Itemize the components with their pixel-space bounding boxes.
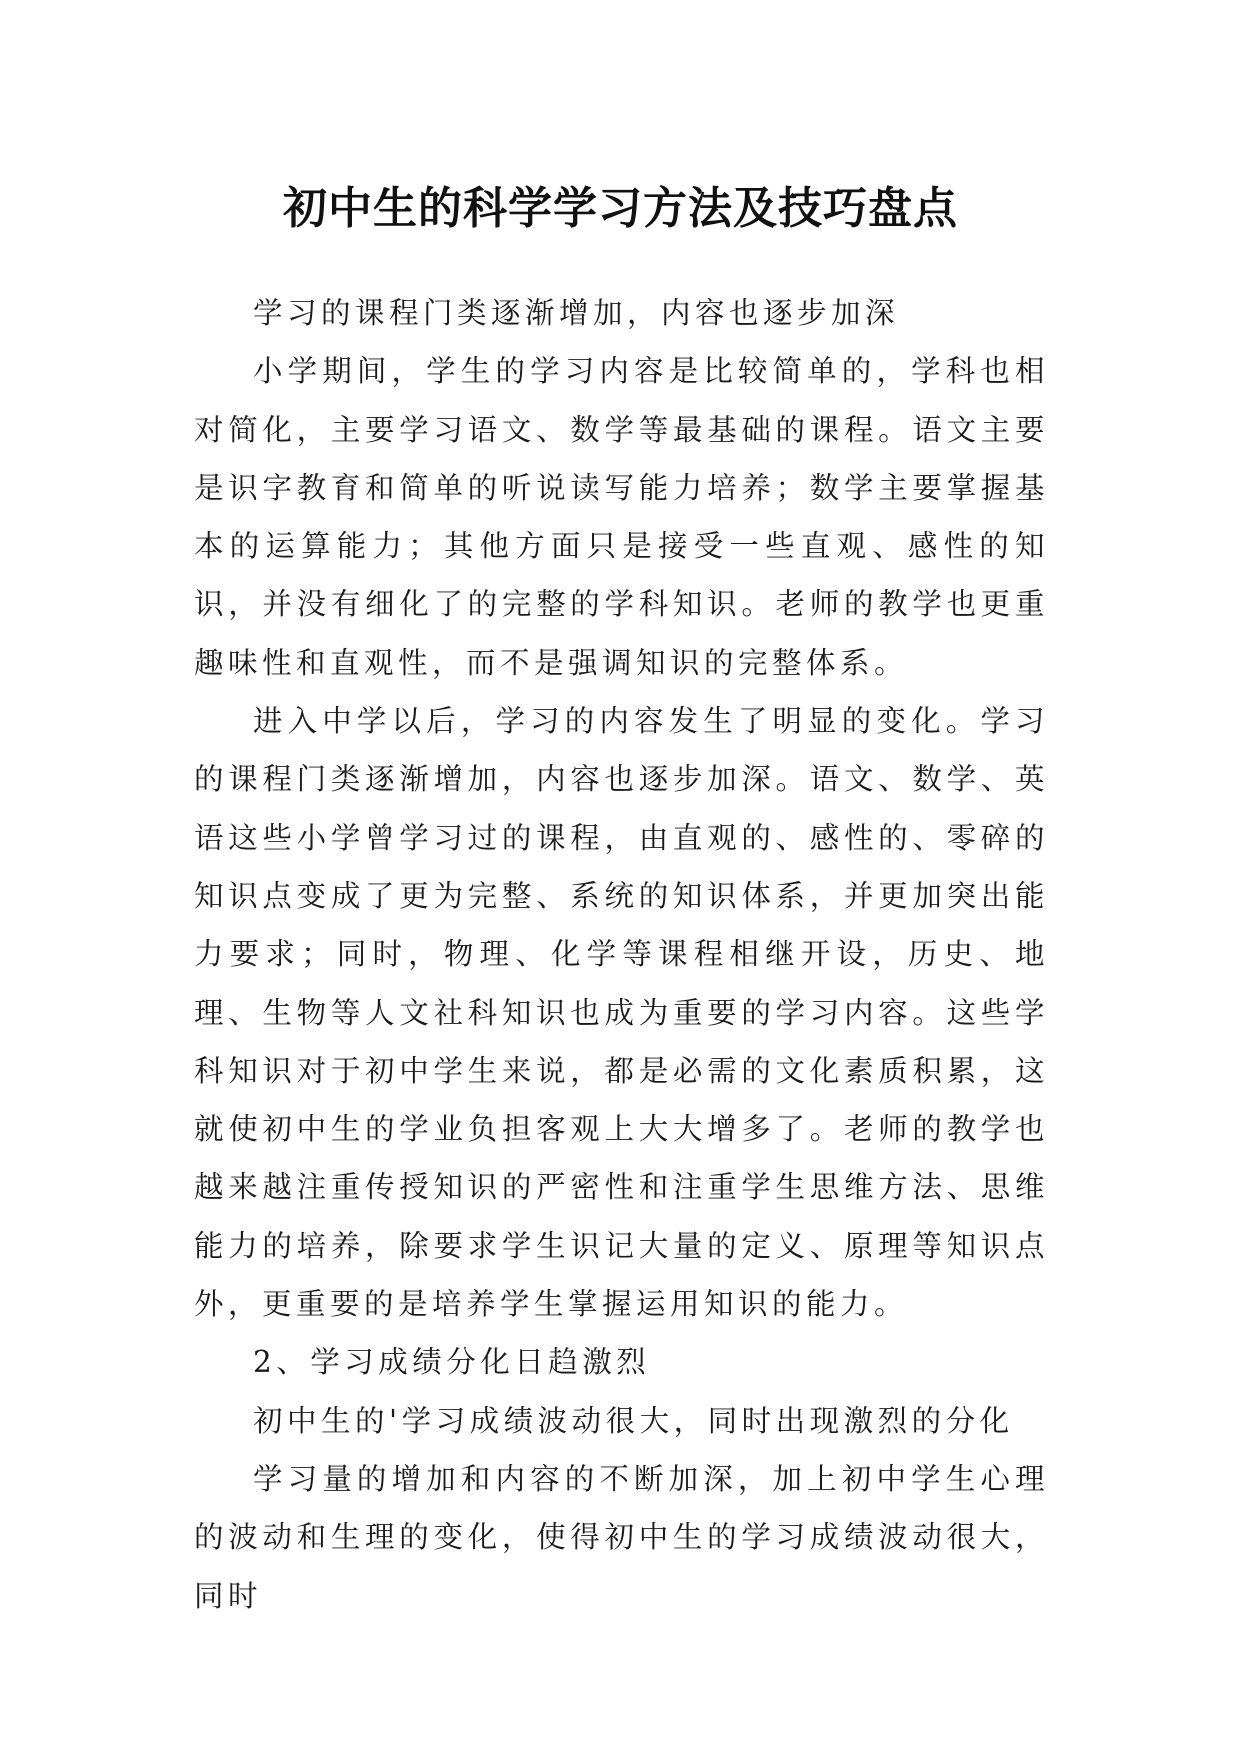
paragraph: 进入中学以后，学习的内容发生了明显的变化。学习的课程门类逐渐增加，内容也逐步加深。语文、数学、英语这些小学曾学习过的课程，由直观的、感性的、零碎的知识点变成了更为完整、系统的知识体系，并更加突出能力要求；同时，物理、化学等课程相继开设，历史、地理、生物等人文社科知识也成为重要的学习内容。这些学科知识对于初中学生来说，都是必需的文化素质积累，这就使初中生的学业负担客观上大大增多了。老师的教学也越来越注重传授知识的严密性和注重学生思维方法、思维能力的培养，除要求学生识记大量的定义、原理等知识点外，更重要的是培养学生掌握运用知识的能力。 (194, 704, 1049, 1322)
paragraph: 初中生的'学习成绩波动很大，同时出现激烈的分化 (253, 1403, 1014, 1438)
page-title: 初中生的科学学习方法及技巧盘点 (283, 183, 958, 235)
paragraph: 学习的课程门类逐渐增加，内容也逐步加深 (253, 296, 900, 330)
document-body (194, 284, 1049, 1625)
paragraph: 小学期间，学生的学习内容是比较简单的，学科也相对简化，主要学习语文、数学等最基础的课程。语文主要是识字教育和简单的听说读写能力培养；数学主要掌握基本的运算能力；其他方面只是接受一些直观、感性的知识，并没有细化了的完整的学科知识。老师的教学也更重趣味性和直观性，而不是强调知识的完整体系。 (194, 354, 1049, 680)
section-heading: 2、学习成绩分化日趋激烈 (253, 1345, 651, 1380)
paragraph: 学习量的增加和内容的不断加深，加上初中学生心理的波动和生理的变化，使得初中生的学习成绩波动很大，同时 (194, 1461, 1049, 1613)
